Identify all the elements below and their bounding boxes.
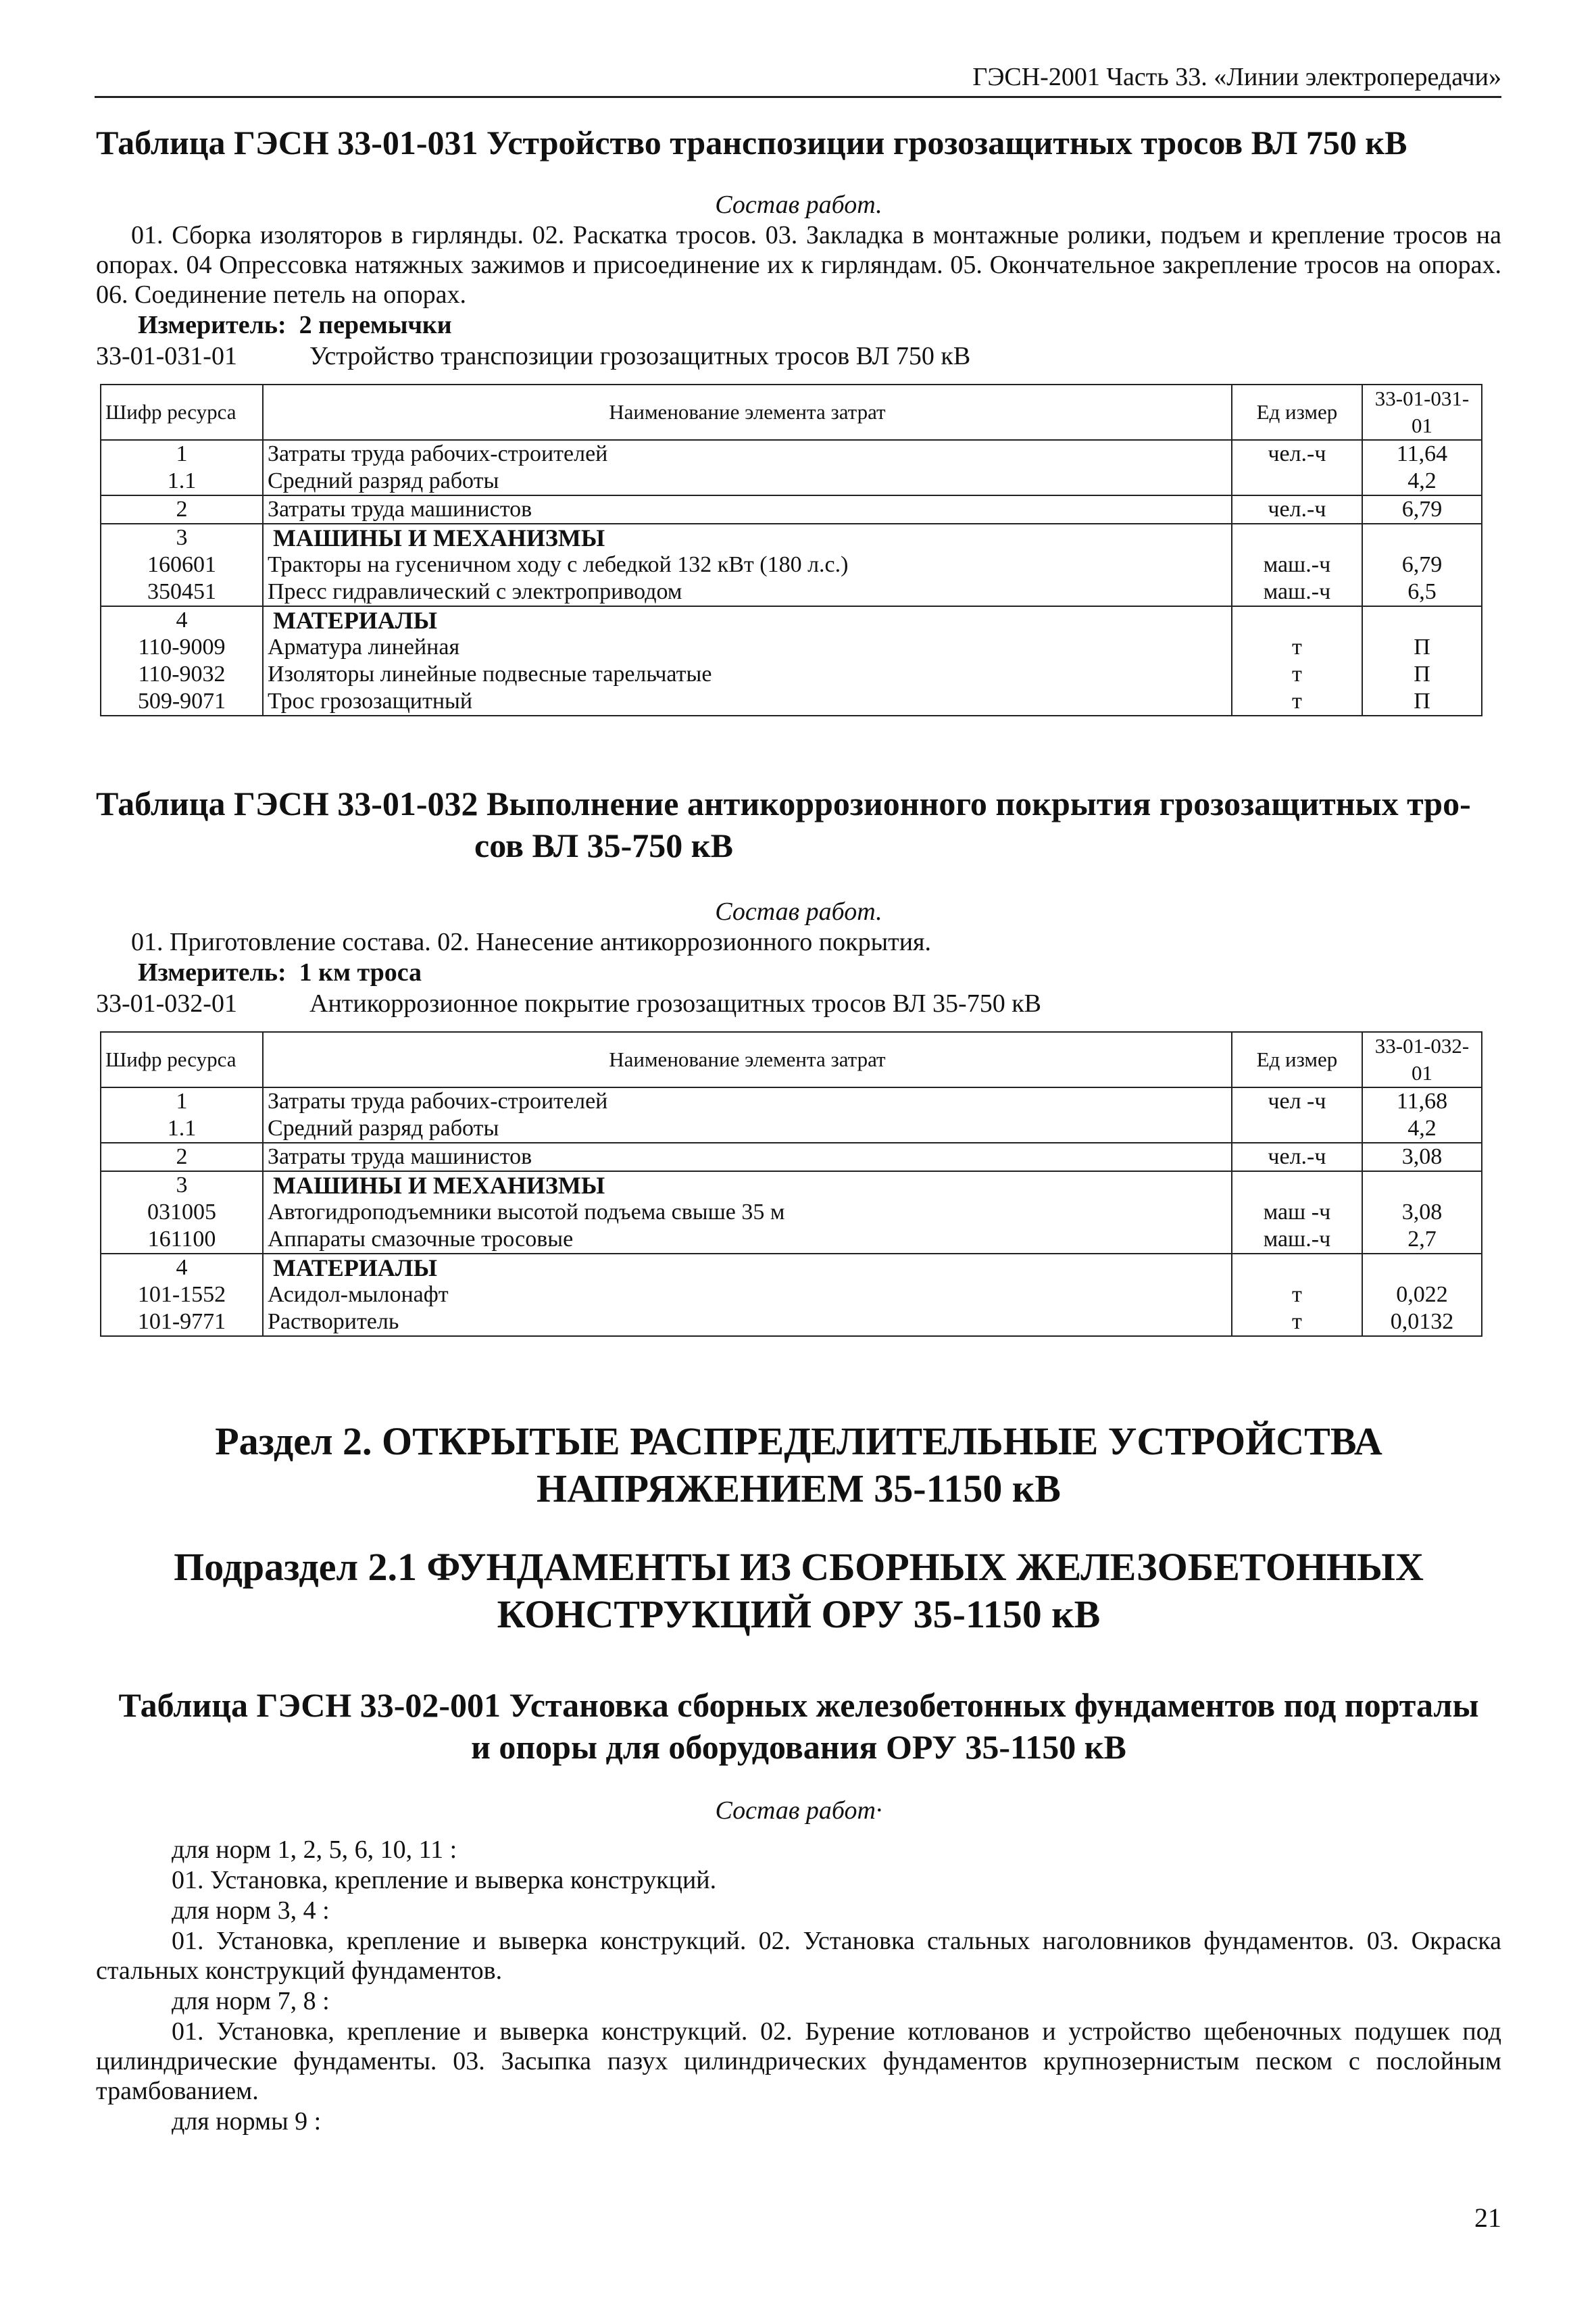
col-header-norm: 33-01-032-01	[1362, 1032, 1482, 1087]
resource-name: Затраты труда рабочих-строителей	[263, 1087, 1232, 1115]
table-row	[101, 524, 1482, 551]
section-title-line2: НАПРЯЖЕНИЕМ 35-1150 кВ	[536, 1467, 1061, 1510]
table3-group4-label: для нормы 9 :	[172, 2107, 322, 2136]
resource-code: 1	[101, 1087, 263, 1115]
resource-name: МАШИНЫ И МЕХАНИЗМЫ	[263, 524, 1232, 551]
resource-unit: чел -ч	[1232, 1087, 1362, 1115]
table2-body	[101, 1087, 1482, 1336]
col-header-unit: Ед измер	[1232, 385, 1362, 440]
resource-code: 1.1	[101, 1115, 263, 1143]
table2-measure-value: 1 км троса	[299, 958, 422, 987]
table1-norm-line	[96, 341, 1501, 372]
resource-value: 6,79	[1362, 551, 1482, 578]
table1-measure-value: 2 перемычки	[299, 311, 452, 339]
table1-header-row	[101, 385, 1482, 440]
table-row	[101, 495, 1482, 524]
resource-unit: т	[1232, 688, 1362, 716]
resource-name: Автогидроподъемники высотой подъема свыше 35 м	[263, 1199, 1232, 1226]
resource-value: 4,2	[1362, 468, 1482, 495]
resource-value	[1362, 1171, 1482, 1199]
resource-code: 2	[101, 495, 263, 524]
table2-resources	[100, 1031, 1482, 1337]
table-row	[101, 1143, 1482, 1171]
table-row	[101, 1226, 1482, 1254]
resource-value	[1362, 524, 1482, 551]
table2-measure-label: Измеритель:	[138, 958, 286, 987]
resource-code: 350451	[101, 578, 263, 606]
table3-group1-label: для норм 1, 2, 5, 6, 10, 11 :	[172, 1836, 457, 1864]
table2-header-row	[101, 1032, 1482, 1087]
resource-code: 4	[101, 606, 263, 634]
resource-unit: маш.-ч	[1232, 578, 1362, 606]
resource-unit: чел.-ч	[1232, 1143, 1362, 1171]
resource-code: 3	[101, 1171, 263, 1199]
resource-code: 110-9009	[101, 634, 263, 661]
resource-code: 1	[101, 440, 263, 468]
table-row	[101, 1281, 1482, 1308]
table3-group2-label: для норм 3, 4 :	[172, 1896, 330, 1925]
resource-unit	[1232, 524, 1362, 551]
resource-value: 4,2	[1362, 1115, 1482, 1143]
resource-name: Средний разряд работы	[263, 1115, 1232, 1143]
col-header-norm: 33-01-031-01	[1362, 385, 1482, 440]
table1-block	[96, 122, 1501, 716]
page-number: 21	[1474, 2202, 1501, 2233]
table-row	[101, 551, 1482, 578]
resource-name: Затраты труда машинистов	[263, 1143, 1232, 1171]
resource-unit: т	[1232, 634, 1362, 661]
table-row	[101, 688, 1482, 716]
resource-code: 101-1552	[101, 1281, 263, 1308]
resource-value: П	[1362, 634, 1482, 661]
table-row	[101, 1171, 1482, 1199]
section-block	[96, 1418, 1501, 1638]
resource-name: Изоляторы линейные подвесные тарельчатые	[263, 661, 1232, 688]
resource-name: МАШИНЫ И МЕХАНИЗМЫ	[263, 1171, 1232, 1199]
resource-value	[1362, 1254, 1482, 1281]
table-row	[101, 1254, 1482, 1281]
resource-value: 3,08	[1362, 1143, 1482, 1171]
col-header-code: Шифр ресурса	[101, 1032, 263, 1087]
resource-code: 031005	[101, 1199, 263, 1226]
resource-value: 0,0132	[1362, 1308, 1482, 1336]
resource-name: Пресс гидравлический с электроприводом	[263, 578, 1232, 606]
table-row	[101, 634, 1482, 661]
table3-block	[96, 1684, 1501, 2137]
table-row	[101, 1308, 1482, 1336]
subsection-title-line2: КОНСТРУКЦИЙ ОРУ 35-1150 кВ	[497, 1592, 1101, 1636]
table2-norm-code: 33-01-032-01	[96, 989, 237, 1018]
table3-group3-label: для норм 7, 8 :	[172, 1987, 330, 2015]
col-header-name: Наименование элемента затрат	[263, 1032, 1232, 1087]
resource-code: 4	[101, 1254, 263, 1281]
table-row	[101, 1115, 1482, 1143]
resource-unit: т	[1232, 661, 1362, 688]
resource-name: Арматура линейная	[263, 634, 1232, 661]
resource-name: Трос грозозащитный	[263, 688, 1232, 716]
resource-name: Асидол-мылонафт	[263, 1281, 1232, 1308]
resource-name: Затраты труда рабочих-строителей	[263, 440, 1232, 468]
table3-group2-text: 01. Установка, крепление и выверка конструкций. 02. Установка стальных наголовников фундаментов. 03. Окраска стальных конструкций фундаментов.	[96, 1927, 1501, 1985]
resource-value: 2,7	[1362, 1226, 1482, 1254]
resource-code: 509-9071	[101, 688, 263, 716]
resource-value: П	[1362, 661, 1482, 688]
table-row	[101, 578, 1482, 606]
table1-measure	[96, 310, 1501, 341]
table-row	[101, 606, 1482, 634]
table3-group3-text: 01. Установка, крепление и выверка конструкций. 02. Бурение котлованов и устройство щебеночных подушек под цилиндрические фундаменты. 03. Засыпка пазух цилиндрических фундаментов крупнозернистым песком с послойным трамбованием.	[96, 2017, 1501, 2105]
table-row	[101, 468, 1482, 495]
resource-value: 3,08	[1362, 1199, 1482, 1226]
table2-title-line2: сов ВЛ 35-750 кВ	[474, 827, 733, 864]
resource-name: Растворитель	[263, 1308, 1232, 1336]
resource-name: Аппараты смазочные тросовые	[263, 1226, 1232, 1254]
table1-measure-label: Измеритель:	[138, 311, 286, 339]
table2-block	[96, 783, 1501, 1337]
table1-works: 01. Сборка изоляторов в гирлянды. 02. Раскатка тросов. 03. Закладка в монтажные ролики, подъем и крепление тросов на опорах. 04 Опрессовка натяжных зажимов и присоединение их к гирляндам. 05. Окончательное закрепление тросов на опорах. 06. Соединение петель на опорах.	[96, 221, 1501, 309]
resource-code: 161100	[101, 1226, 263, 1254]
table1-sostav-label: Состав работ.	[715, 191, 882, 219]
resource-value	[1362, 606, 1482, 634]
resource-value: 11,64	[1362, 440, 1482, 468]
resource-name: Тракторы на гусеничном ходу с лебедкой 132 кВт (180 л.с.)	[263, 551, 1232, 578]
table1-norm-name: Устройство транспозиции грозозащитных тросов ВЛ 750 кВ	[309, 342, 971, 370]
table2-sostav-label: Состав работ.	[715, 897, 882, 926]
resource-unit: маш.-ч	[1232, 1226, 1362, 1254]
resource-value: 0,022	[1362, 1281, 1482, 1308]
resource-value: 6,5	[1362, 578, 1482, 606]
resource-code: 1.1	[101, 468, 263, 495]
col-header-code: Шифр ресурса	[101, 385, 263, 440]
table3-sostav-label: Состав работ·	[715, 1796, 882, 1825]
resource-unit	[1232, 1115, 1362, 1143]
resource-unit: маш -ч	[1232, 1199, 1362, 1226]
resource-name: МАТЕРИАЛЫ	[263, 606, 1232, 634]
resource-unit	[1232, 606, 1362, 634]
table-row	[101, 661, 1482, 688]
resource-unit: чел.-ч	[1232, 440, 1362, 468]
table1-resources	[100, 384, 1482, 716]
table2-measure	[96, 957, 1501, 988]
table2-norm-name: Антикоррозионное покрытие грозозащитных тросов ВЛ 35-750 кВ	[309, 989, 1042, 1018]
table3-title-line2: и опоры для оборудования ОРУ 35-1150 кВ	[471, 1728, 1126, 1766]
table-row	[101, 1199, 1482, 1226]
resource-unit: т	[1232, 1308, 1362, 1336]
resource-unit	[1232, 1254, 1362, 1281]
resource-unit: т	[1232, 1281, 1362, 1308]
table2-title-line1: Таблица ГЭСН 33-01-032 Выполнение антикоррозионного покрытия грозозащитных тро-	[96, 785, 1471, 822]
resource-unit	[1232, 1171, 1362, 1199]
resource-unit: чел.-ч	[1232, 495, 1362, 524]
running-header: ГЭСН-2001 Часть 33. «Линии электропередачи»	[95, 62, 1501, 98]
table1-norm-code: 33-01-031-01	[96, 342, 237, 370]
table-row	[101, 1087, 1482, 1115]
table-row	[101, 440, 1482, 468]
resource-code: 160601	[101, 551, 263, 578]
resource-value: П	[1362, 688, 1482, 716]
resource-name: Средний разряд работы	[263, 468, 1232, 495]
resource-unit	[1232, 468, 1362, 495]
resource-code: 3	[101, 524, 263, 551]
resource-code: 101-9771	[101, 1308, 263, 1336]
resource-value: 6,79	[1362, 495, 1482, 524]
col-header-name: Наименование элемента затрат	[263, 385, 1232, 440]
table3-title-line1: Таблица ГЭСН 33-02-001 Установка сборных железобетонных фундаментов под порталы	[118, 1686, 1479, 1724]
resource-code: 110-9032	[101, 661, 263, 688]
resource-value: 11,68	[1362, 1087, 1482, 1115]
section-title-line1: Раздел 2. ОТКРЫТЫЕ РАСПРЕДЕЛИТЕЛЬНЫЕ УСТРОЙСТВА	[215, 1419, 1382, 1463]
col-header-unit: Ед измер	[1232, 1032, 1362, 1087]
resource-name: Затраты труда машинистов	[263, 495, 1232, 524]
resource-code: 2	[101, 1143, 263, 1171]
table3-group1-text: 01. Установка, крепление и выверка конструкций.	[172, 1866, 717, 1894]
table1-title: Таблица ГЭСН 33-01-031 Устройство транспозиции грозозащитных тросов ВЛ 750 кВ	[96, 124, 1407, 162]
table2-works: 01. Приготовление состава. 02. Нанесение антикоррозионного покрытия.	[131, 928, 932, 956]
subsection-title-line1: Подраздел 2.1 ФУНДАМЕНТЫ ИЗ СБОРНЫХ ЖЕЛЕЗОБЕТОННЫХ	[174, 1545, 1424, 1589]
resource-name: МАТЕРИАЛЫ	[263, 1254, 1232, 1281]
resource-unit: маш.-ч	[1232, 551, 1362, 578]
table1-body	[101, 440, 1482, 716]
table2-norm-line	[96, 988, 1501, 1019]
